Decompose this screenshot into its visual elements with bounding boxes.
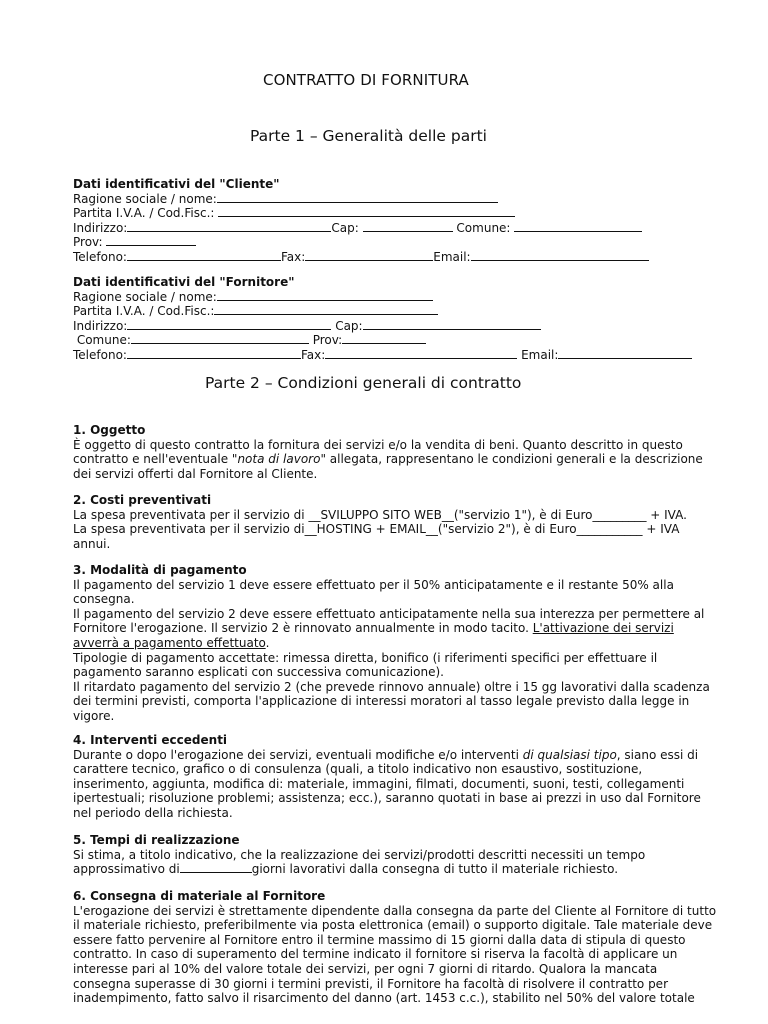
- section-3-line: pagamento saranno esplicati con successiva comunicazione).: [73, 665, 444, 680]
- cliente-ragione-label: Ragione sociale / nome:: [73, 191, 217, 206]
- part-1-heading: Parte 1 – Generalità delle parti: [250, 127, 487, 145]
- cliente-telefono-row: [73, 250, 703, 265]
- fornitore-fax-label: Fax:: [300, 347, 326, 362]
- section-4-line: carattere tecnico, grafico o di consulenza (quali, a titolo indicativo non esaustivo, sostituzione,: [73, 762, 643, 777]
- section-4-line: ipertestuali; risoluzione problemi; assistenza; ecc.), saranno quotati in base ai prezzi in uso dal Fornitore: [73, 791, 701, 806]
- fornitore-comune-label: Comune:: [76, 333, 131, 348]
- nota-di-lavoro-text: nota di lavoro: [237, 452, 321, 467]
- fornitore-comune-row: [73, 333, 703, 348]
- fornitore-email-label: Email:: [521, 347, 559, 362]
- section-1-heading: 1. Oggetto: [73, 423, 146, 437]
- section-6-line: inadempimento, fatto salvo il risarcimento del danno (art. 1453 c.c.), stabilito nel 50% del valore totale: [73, 991, 695, 1006]
- section-6-line: il materiale richiesto, preferibilmente via posta elettronica (email) o supporto digitale. Tale materiale deve: [73, 918, 713, 933]
- underlined-text: avverrà a pagamento effettuato: [73, 635, 266, 650]
- section-5-heading: 5. Tempi di realizzazione: [73, 833, 240, 847]
- section-pagamento: [73, 563, 710, 724]
- fornitore-telefono-row: [73, 348, 703, 363]
- cliente-piva-row: [73, 206, 703, 221]
- fornitore-piva-label: Partita I.V.A. / Cod.Fisc.:: [73, 304, 215, 319]
- section-6-line: contratto. In caso di superamento del termine indicato il fornitore si riserva la facoltà di applicare un: [73, 947, 678, 962]
- section-3-line: [73, 636, 703, 651]
- cliente-telefono-label: Telefono:: [73, 249, 127, 264]
- text-run: Fornitore l'erogazione. Il servizio 2 è rinnovato annualmente in modo tacito.: [73, 621, 533, 636]
- text-run: giorni lavorativi dalla consegna di tutto il materiale richiesto.: [251, 862, 619, 877]
- section-3-line: consegna.: [73, 592, 135, 607]
- cliente-telefono-field[interactable]: [127, 250, 281, 261]
- section-3-line: Il ritardato pagamento del servizio 2 (che prevede rinnovo annuale) oltre i 15 gg lavorativi dalla scadenza: [73, 679, 710, 694]
- cliente-indirizzo-row: [73, 221, 703, 236]
- fornitore-comune-field[interactable]: [131, 333, 309, 344]
- text-run: , siano essi di: [616, 747, 699, 762]
- section-6-line: consegna superasse di 30 giorni i termini previsti, il Fornitore ha facoltà di risolvere il contratto per: [73, 976, 669, 991]
- cliente-piva-label: Partita I.V.A. / Cod.Fisc.:: [73, 206, 215, 221]
- section-1-line: [73, 452, 703, 467]
- section-6-line: interesse pari al 10% del valore totale dei servizi, per ogni 7 giorni di ritardo. Qualora la mancata: [73, 961, 658, 976]
- part-2-heading: Parte 2 – Condizioni generali di contratto: [205, 374, 522, 392]
- section-consegna: [73, 889, 717, 1006]
- cliente-ragione-row: [73, 192, 703, 207]
- cliente-comune-label: Comune:: [456, 220, 511, 235]
- fornitore-cap-field[interactable]: [363, 319, 541, 330]
- section-5-line: Si stima, a titolo indicativo, che la realizzazione dei servizi/prodotti descritti necessiti un tempo: [73, 847, 646, 862]
- section-4-heading: 4. Interventi eccedenti: [73, 733, 228, 747]
- cliente-cap-label: Cap:: [331, 220, 359, 235]
- section-2-line: La spesa preventivata per il servizio di __SVILUPPO SITO WEB__("servizio 1"), è di Euro_________ + IVA.: [73, 507, 687, 522]
- giorni-field[interactable]: [180, 862, 252, 873]
- text-run: contratto e nell'eventuale ": [73, 452, 238, 467]
- cliente-fax-field[interactable]: [305, 250, 433, 261]
- fornitore-prov-label: Prov:: [312, 333, 343, 348]
- document-title: CONTRATTO DI FORNITURA: [263, 71, 469, 89]
- section-4-line: [73, 748, 703, 763]
- cliente-prov-label: Prov:: [73, 235, 103, 250]
- section-1-line: È oggetto di questo contratto la fornitura dei servizi e/o la vendita di beni. Quanto descritto in questo: [73, 437, 683, 452]
- cliente-email-field[interactable]: [471, 250, 649, 261]
- cliente-heading: Dati identificativi del "Cliente": [73, 177, 280, 191]
- section-tempi: [73, 833, 703, 877]
- section-5-line: [73, 862, 703, 877]
- section-4-line: inserimento, aggiunta, modifica di: materiale, immagini, filmati, documenti, suoni, testi, collegamenti: [73, 776, 685, 791]
- fornitore-telefono-label: Telefono:: [73, 347, 127, 362]
- cliente-fax-label: Fax:: [280, 249, 306, 264]
- section-2-line: annui.: [73, 536, 111, 551]
- text-run: Durante o dopo l'erogazione dei servizi, eventuali modifiche e/o interventi: [73, 747, 523, 762]
- section-3-line: Il pagamento del servizio 1 deve essere effettuato per il 50% anticipatamente e il restante 50% alla: [73, 577, 674, 592]
- section-2-heading: 2. Costi preventivati: [73, 493, 212, 507]
- section-4-line: nel periodo della richiesta.: [73, 805, 233, 820]
- cliente-prov-row: [73, 235, 703, 250]
- fornitore-telefono-field[interactable]: [127, 348, 301, 359]
- fornitore-prov-field[interactable]: [342, 333, 426, 344]
- fornitore-indirizzo-field[interactable]: [127, 319, 331, 330]
- cliente-indirizzo-field[interactable]: [127, 221, 331, 232]
- section-1-line: dei servizi offerti dal Fornitore al Cliente.: [73, 466, 318, 481]
- italic-text: di qualsiasi tipo: [522, 747, 617, 762]
- cliente-piva-field[interactable]: [218, 206, 515, 217]
- cliente-indirizzo-label: Indirizzo:: [73, 220, 128, 235]
- section-6-heading: 6. Consegna di materiale al Fornitore: [73, 889, 326, 903]
- fornitore-fax-field[interactable]: [325, 348, 517, 359]
- section-oggetto: [73, 423, 703, 481]
- section-3-line: vigore.: [73, 708, 115, 723]
- section-6-line: L'erogazione dei servizi è strettamente dipendente dalla consegna da parte del Cliente al Fornitore di tutto: [73, 903, 717, 918]
- fornitore-email-field[interactable]: [558, 348, 692, 359]
- cliente-comune-field[interactable]: [514, 221, 642, 232]
- text-run: approssimativo di: [73, 862, 180, 877]
- fornitore-indirizzo-label: Indirizzo:: [73, 318, 128, 333]
- fornitore-ragione-field[interactable]: [217, 290, 433, 301]
- fornitore-piva-row: [73, 304, 703, 319]
- text-run: .: [265, 635, 270, 650]
- section-2-line: La spesa preventivata per il servizio di__HOSTING + EMAIL__("servizio 2"), è di Euro___________ + IVA: [73, 522, 680, 537]
- fornitore-ragione-row: [73, 290, 703, 305]
- cliente-prov-field[interactable]: [106, 235, 196, 246]
- fornitore-heading: Dati identificativi del "Fornitore": [73, 275, 295, 289]
- cliente-email-label: Email:: [433, 249, 471, 264]
- fornitore-piva-field[interactable]: [214, 304, 438, 315]
- section-costi: [73, 493, 703, 551]
- fornitore-indirizzo-row: [73, 319, 703, 334]
- fornitore-ragione-label: Ragione sociale / nome:: [73, 289, 217, 304]
- cliente-cap-field[interactable]: [363, 221, 453, 232]
- cliente-ragione-field[interactable]: [217, 192, 498, 203]
- section-3-line: dei termini previsti, comporta l'applicazione di interessi moratori al tasso legale previsto dalla legge in: [73, 694, 690, 709]
- fornitore-cap-label: Cap:: [335, 318, 363, 333]
- section-3-line: Il pagamento del servizio 2 deve essere effettuato anticipatamente nella sua interezza per permettere al: [73, 606, 705, 621]
- cliente-section: [73, 177, 703, 265]
- section-interventi: [73, 733, 703, 821]
- section-3-heading: 3. Modalità di pagamento: [73, 563, 247, 577]
- section-3-line: [73, 621, 703, 636]
- text-run: " allegata, rappresentano le condizioni generali e la descrizione: [320, 452, 703, 467]
- section-3-line: Tipologie di pagamento accettate: rimessa diretta, bonifico (i riferimenti specifici per effettuare il: [73, 650, 658, 665]
- section-6-line: essere fatto pervenire al Fornitore entro il termine massimo di 15 giorni dalla data di stipula di questo: [73, 932, 686, 947]
- underlined-text: L'attivazione dei servizi: [532, 621, 674, 636]
- fornitore-section: [73, 275, 703, 363]
